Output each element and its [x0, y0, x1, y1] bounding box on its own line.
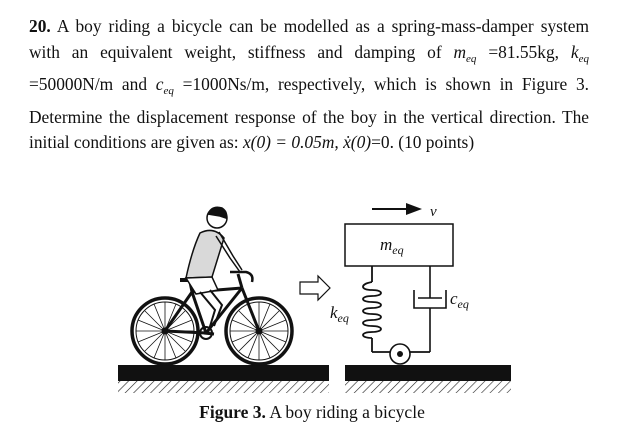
caption-label: Figure 3.	[199, 402, 266, 422]
spring	[363, 266, 430, 352]
damping-subscript: eq	[163, 85, 174, 98]
transition-arrow	[300, 276, 330, 300]
velocity-arrow	[372, 203, 422, 215]
problem-text-intro: A boy riding a bicycle can be modelled as a spring-mass-damper system with an equivalent weight, stiffness and damping of	[29, 16, 590, 62]
velocity-label: v	[430, 204, 437, 220]
base-wheel	[390, 344, 410, 364]
spring-label-sub: eq	[337, 311, 349, 325]
damper-label-sub: eq	[457, 297, 469, 311]
mass-subscript: eq	[466, 52, 477, 65]
initial-condition-tail: =0. (10 points)	[371, 132, 475, 153]
ground-left	[118, 365, 329, 393]
rider-shirt	[186, 230, 224, 278]
damping-symbol: c	[155, 74, 164, 95]
damper-label-symbol: c	[450, 289, 458, 308]
mass-value: =81.55kg,	[488, 41, 571, 62]
mass-label-symbol: m	[380, 235, 393, 254]
stiffness-symbol: k	[570, 41, 579, 62]
initial-condition-velocity: ẋ(0)	[343, 132, 372, 153]
figure-caption	[0, 402, 624, 423]
stiffness-subscript: eq	[578, 52, 589, 65]
damper	[414, 266, 446, 352]
mass-symbol: m	[453, 41, 467, 62]
damper-label	[450, 289, 469, 311]
caption-text: A boy riding a bicycle	[265, 402, 425, 422]
damping-value-and-question: =1000Ns/m, respectively, which is shown in Figure 3. Determine the displacement response of the boy in the vertical direction. The initial conditions are given as:	[29, 74, 590, 153]
ground-right	[345, 365, 511, 393]
problem-statement	[29, 14, 589, 156]
spring-label	[330, 303, 349, 325]
initial-condition-position: x(0) = 0.05m,	[242, 132, 344, 153]
stiffness-value: =50000N/m and	[29, 74, 156, 95]
mass-label-sub: eq	[392, 243, 404, 257]
problem-number: 20.	[29, 16, 51, 36]
spring-label-symbol: k	[330, 303, 338, 322]
